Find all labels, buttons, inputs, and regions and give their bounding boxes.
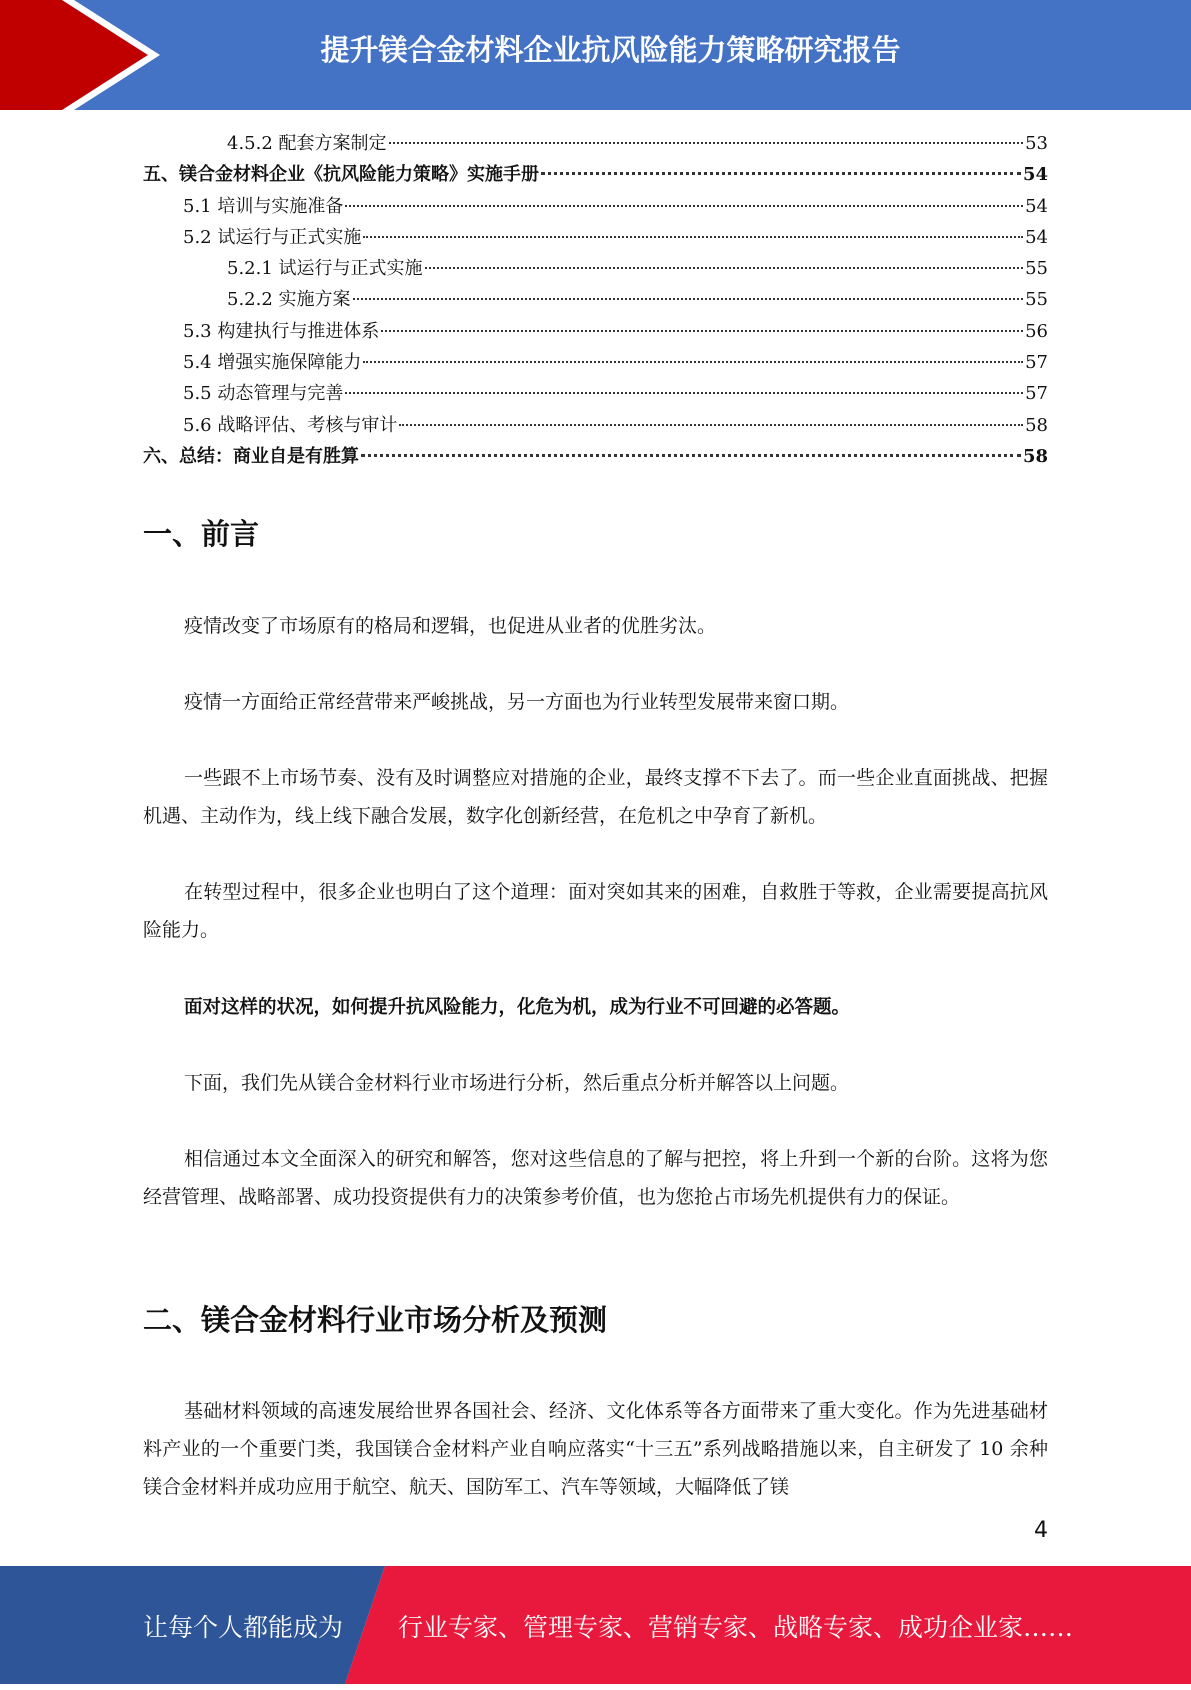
toc-entry-page: 55 [1025, 258, 1048, 280]
toc-entry[interactable] [143, 253, 1048, 284]
toc-entry[interactable] [143, 316, 1048, 347]
section-heading-market-analysis: 二、镁合金材料行业市场分析及预测 [143, 1303, 608, 1337]
toc-leader-dots [345, 205, 1023, 207]
table-of-contents [143, 128, 1048, 472]
toc-entry[interactable] [143, 191, 1048, 222]
body-paragraph: 在转型过程中，很多企业也明白了这个道理：面对突如其来的困难，自救胜于等救，企业需要提高抗风险能力。 [143, 881, 1048, 941]
toc-leader-dots [399, 424, 1023, 426]
toc-entry[interactable] [143, 128, 1048, 159]
toc-entry-page: 54 [1022, 164, 1048, 186]
toc-entry-text: 4.5.2 配套方案制定 [227, 133, 387, 154]
toc-leader-dots [361, 454, 1021, 457]
toc-entry-page: 58 [1022, 445, 1048, 467]
toc-entry-page: 56 [1025, 320, 1048, 342]
toc-entry-text: 5.2.1 试运行与正式实施 [227, 258, 423, 280]
toc-entry-page: 54 [1025, 195, 1048, 217]
toc-entry-text: 5.2.2 实施方案 [227, 289, 351, 311]
toc-entry-text: 5.6 战略评估、考核与审计 [183, 414, 398, 436]
toc-entry-page: 55 [1025, 289, 1048, 311]
body-paragraph: 相信通过本文全面深入的研究和解答，您对这些信息的了解与把控，将上升到一个新的台阶。这将为您经营管理、战略部署、成功投资提供有力的决策参考价值，也为您抢占市场先机提供有力的保证。 [143, 1148, 1048, 1208]
body-paragraph: 疫情一方面给正常经营带来严峻挑战，另一方面也为行业转型发展带来窗口期。 [184, 691, 850, 713]
toc-entry-text: 5.3 构建执行与推进体系 [183, 320, 380, 342]
toc-entry-text: 5.4 增强实施保障能力 [183, 352, 362, 374]
page-footer [0, 1566, 1191, 1684]
page-header [0, 0, 1191, 110]
toc-entry-page: 58 [1025, 414, 1048, 436]
toc-entry[interactable] [143, 222, 1048, 253]
toc-entry-text: 五、镁合金材料企业《抗风险能力策略》实施手册 [143, 164, 539, 186]
toc-entry-text: 六、总结：商业自是有胜算 [143, 445, 359, 467]
footer-slogan-right: 行业专家、管理专家、营销专家、战略专家、成功企业家…… [398, 1613, 1074, 1642]
page-number: 4 [1034, 1518, 1048, 1543]
toc-entry[interactable] [143, 159, 1048, 190]
toc-leader-dots [353, 298, 1024, 300]
toc-entry[interactable] [143, 284, 1048, 315]
body-paragraph: 疫情改变了市场原有的格局和逻辑，也促进从业者的优胜劣汰。 [184, 615, 717, 637]
toc-entry-text: 5.1 培训与实施准备 [183, 195, 344, 217]
toc-entry-page: 57 [1025, 352, 1048, 374]
toc-leader-dots [541, 172, 1021, 175]
body-paragraph: 下面，我们先从镁合金材料行业市场进行分析，然后重点分析并解答以上问题。 [184, 1072, 850, 1094]
toc-leader-dots [363, 361, 1023, 363]
toc-leader-dots [389, 142, 1024, 144]
report-title: 提升镁合金材料企业抗风险能力策略研究报告 [320, 33, 901, 67]
toc-entry[interactable] [143, 378, 1048, 409]
body-paragraph: 基础材料领域的高速发展给世界各国社会、经济、文化体系等各方面带来了重大变化。作为先进基础材料产业的一个重要门类，我国镁合金材料产业自响应落实“十三五”系列战略措施以来，自主研发了 10 余种镁合金材料并成功应用于航空、航天、国防军工、汽车等领域，大幅降低了镁 [143, 1400, 1048, 1498]
section-heading-preface: 一、前言 [143, 517, 260, 551]
toc-entry[interactable] [143, 441, 1048, 472]
toc-entry-page: 54 [1025, 226, 1048, 248]
toc-entry-text: 5.5 动态管理与完善 [183, 383, 344, 405]
toc-leader-dots [425, 267, 1024, 269]
toc-leader-dots [345, 392, 1023, 394]
toc-entry-page: 53 [1025, 133, 1048, 154]
body-paragraph: 一些跟不上市场节奏、没有及时调整应对措施的企业，最终支撑不下去了。而一些企业直面挑战、把握机遇、主动作为，线上线下融合发展，数字化创新经营，在危机之中孕育了新机。 [143, 767, 1048, 827]
footer-slogan-left: 让每个人都能成为 [143, 1613, 344, 1642]
toc-entry-text: 5.2 试运行与正式实施 [183, 226, 362, 248]
toc-entry[interactable] [143, 410, 1048, 441]
emphasis-paragraph: 面对这样的状况，如何提升抗风险能力，化危为机，成为行业不可回避的必答题。 [184, 997, 851, 1018]
toc-leader-dots [363, 236, 1023, 238]
toc-leader-dots [381, 330, 1023, 332]
toc-entry-page: 57 [1025, 383, 1048, 405]
toc-entry[interactable] [143, 347, 1048, 378]
